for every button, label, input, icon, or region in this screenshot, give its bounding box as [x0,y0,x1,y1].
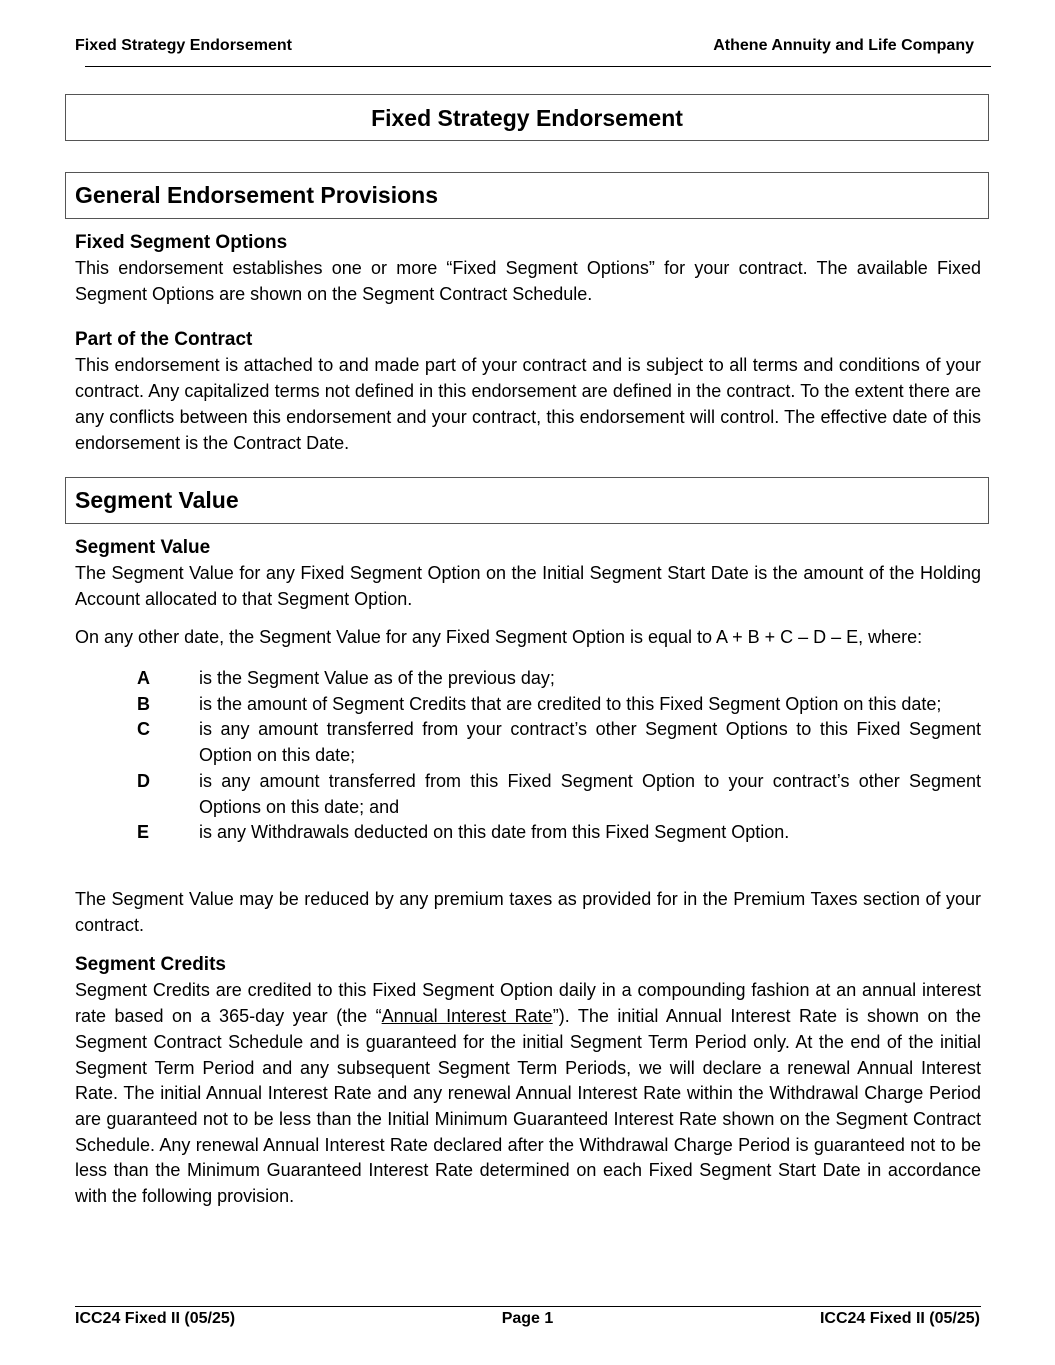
definition-letter: E [137,822,150,843]
part-of-contract-text: This endorsement is attached to and made part of your contract and is subject to all terms and conditions of your contract. Any capitalized terms not defined in this endorsement are defined in the contract. To the extent there are any conflicts between this endorsement and your contract, this endorsement will control. The effective date of this endorsement is the Contract Date. [75,355,981,453]
definition-text: is the Segment Value as of the previous day; [199,668,555,688]
segment-value-content [75,535,981,651]
header-divider [85,66,991,67]
segment-value-subheading: Segment Value [75,537,211,558]
fixed-segment-options-heading: Fixed Segment Options [75,232,288,253]
definition-row [137,769,981,820]
definition-letter: C [137,719,150,740]
definition-text: is the amount of Segment Credits that are credited to this Fixed Segment Option on this date; [199,693,942,714]
definition-row [137,820,981,846]
footer-divider [75,1306,981,1307]
segment-credits-heading: Segment Credits [75,954,226,976]
segment-value-text-1: The Segment Value for any Fixed Segment Option on the Initial Segment Start Date is the amount of the Holding Account allocated to that Segment Option. [75,563,981,609]
definition-text: is any Withdrawals deducted on this date from this Fixed Segment Option. [199,822,790,843]
footer-form-number-left: ICC24 Fixed II (05/25) [75,1310,236,1327]
section-heading-segment-value: Segment Value [65,477,989,524]
segment-credits-text-after: ”). The initial Annual Interest Rate is shown on the Segment Contract Schedule and is guaranteed for the initial Segment Term Period only. At the end of the initial Segment Term Period and any subsequent Segment Term Periods, we will declare a renewal Annual Interest Rate. The initial Annual Interest Rate and any renewal Annual Interest Rate within the Withdrawal Charge Period are guaranteed not to be less than the Initial Minimum Guaranteed Interest Rate shown on the Segment Contract Schedule. Any renewal Annual Interest Rate declared after the Withdrawal Charge Period is guaranteed not to be less than the Minimum Guaranteed Interest Rate determined on each Fixed Segment Start Date in accordance with the following provision. [75,1006,981,1207]
segment-value-text-3: The Segment Value may be reduced by any premium taxes as provided for in the Premium Taxes section of your contract. [75,889,981,935]
definition-letter: D [137,770,150,791]
general-provisions-content [75,230,981,456]
header-left-title: Fixed Strategy Endorsement [75,37,292,54]
definition-row [137,666,981,692]
definition-text: is any amount transferred from this Fixed Segment Option to your contract’s other Segment Options on this date; and [199,770,981,817]
header-company-name: Athene Annuity and Life Company [713,37,974,54]
segment-value-text-2: On any other date, the Segment Value for any Fixed Segment Option is equal to A + B + C – D – E, where: [75,627,923,648]
document-title: Fixed Strategy Endorsement [65,94,989,141]
footer-page-number: Page 1 [501,1310,554,1327]
fixed-segment-options-text: This endorsement establishes one or more “Fixed Segment Options” for your contract. The available Fixed Segment Options are shown on the Segment Contract Schedule. [75,258,981,304]
segment-value-tax-content [75,887,981,1210]
footer-form-number-right: ICC24 Fixed II (05/25) [819,1310,980,1327]
segment-credits-text-before: Segment Credits are credited to this Fixed Segment Option daily in a compounding fashion at an annual interest rate based on a 365-day year (the “ [75,980,981,1027]
definition-row [137,717,981,768]
section-heading-general: General Endorsement Provisions [65,172,989,219]
definition-text: is any amount transferred from your contract’s other Segment Options to this Fixed Segment Option on this date; [199,719,981,766]
part-of-contract-heading: Part of the Contract [75,329,253,351]
definition-letter: B [137,693,150,714]
definition-letter: A [137,668,150,688]
annual-interest-rate-term: Annual Interest Rate [381,1006,553,1027]
definition-row [137,692,981,718]
formula-definitions [137,666,981,846]
segment-credits-text [75,978,981,1209]
